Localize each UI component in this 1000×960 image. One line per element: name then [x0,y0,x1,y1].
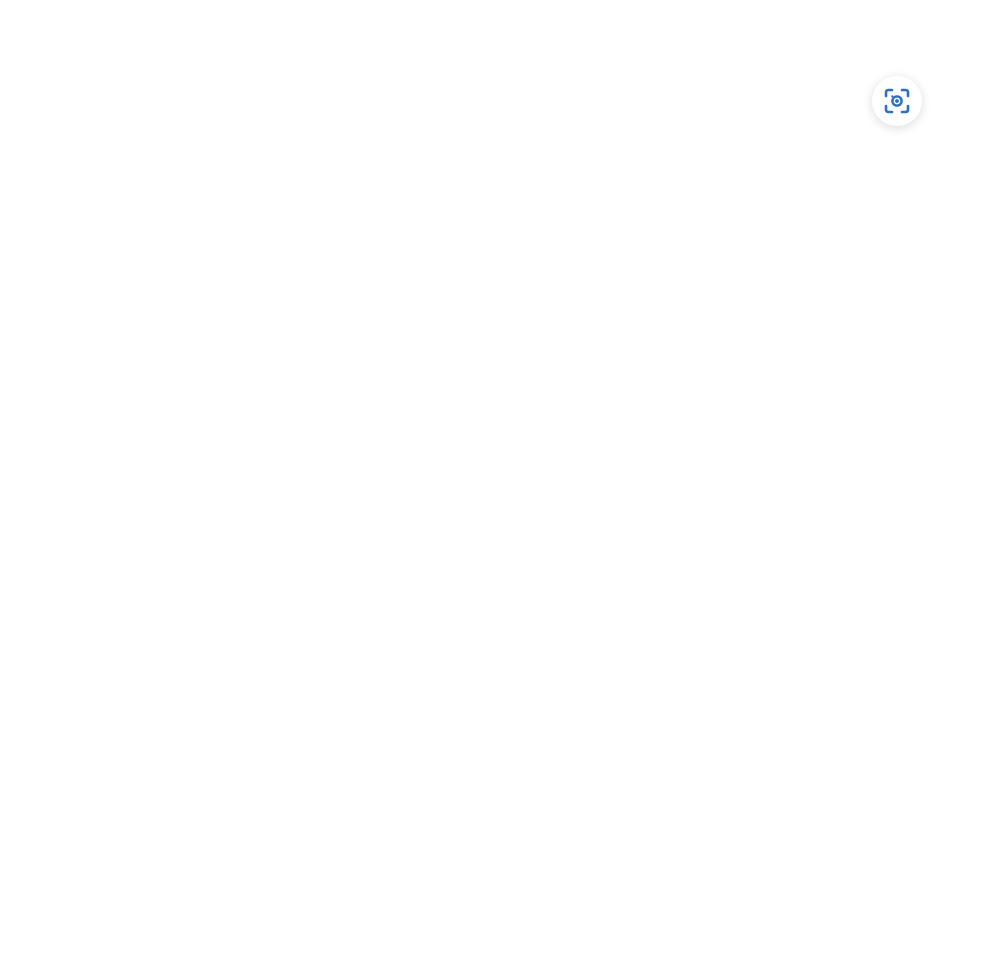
screenshot-button[interactable] [872,76,922,126]
camera-lens-icon [884,88,910,114]
